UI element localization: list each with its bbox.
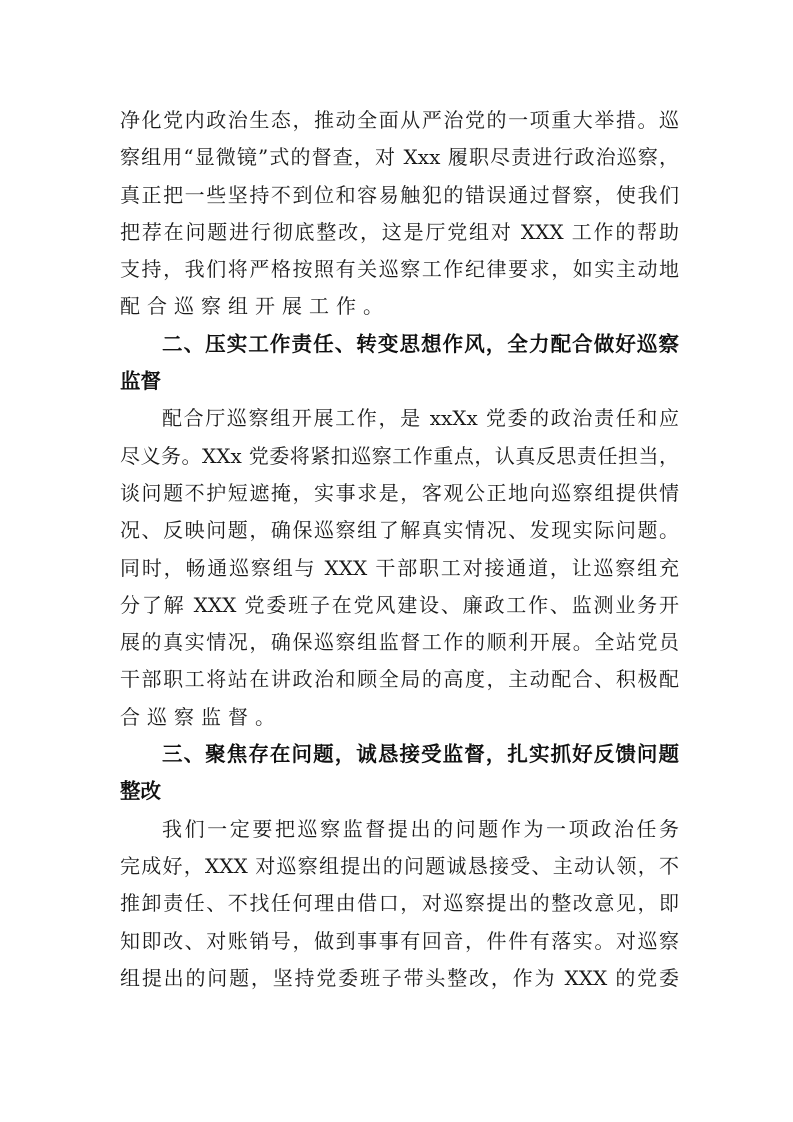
- text-line: 配合巡察组开展工作。: [120, 294, 390, 319]
- text-line: 干部职工将站在讲政治和顾全局的高度，主动配合、积极配: [120, 667, 679, 692]
- text-line: 组提出的问题，坚持党委班子带头整改，作为 XXX 的党委: [120, 965, 679, 990]
- text-line: 净化党内政治生态，推动全面从严治党的一项重大举措。巡: [120, 108, 679, 132]
- heading-line: 三、聚焦存在问题，诚恳接受监督，扎实抓好反馈问题: [162, 742, 679, 767]
- section-heading-3: [120, 736, 679, 811]
- text-line: 察组用“显微镜”式的督查，对 Xxx 履职尽责进行政治巡察，: [120, 145, 679, 170]
- paragraph-1: [120, 102, 679, 326]
- text-line: 谈问题不护短遮掩，实事求是，客观公正地向巡察组提供情: [120, 480, 679, 505]
- section-heading-2: [120, 326, 679, 401]
- document-page: [120, 102, 679, 997]
- text-line: 况、反映问题，确保巡察组了解真实情况、发现实际问题。: [120, 518, 679, 543]
- text-line: 展的真实情况，确保巡察组监督工作的顺利开展。全站党员: [120, 630, 679, 655]
- text-line: 配合厅巡察组开展工作，是 xxXx 党委的政治责任和应: [162, 406, 679, 431]
- text-line: 完成好，XXX 对巡察组提出的问题诚恳接受、主动认领，不: [120, 853, 679, 878]
- text-line: 支持，我们将严格按照有关巡察工作纪律要求，如实主动地: [120, 257, 679, 282]
- heading-line: 整改: [120, 779, 161, 804]
- paragraph-2: [120, 400, 679, 736]
- text-line: 推卸责任、不找任何理由借口，对巡察提出的整改意见，即: [120, 891, 679, 916]
- text-line: 同时，畅通巡察组与 XXX 干部职工对接通道，让巡察组充: [120, 555, 679, 580]
- text-line: 尽义务。XXx 党委将紧扣巡察工作重点，认真反思责任担当，: [120, 443, 679, 468]
- text-line: 我们一定要把巡察监督提出的问题作为一项政治任务: [162, 816, 679, 841]
- paragraph-3: [120, 811, 679, 997]
- text-line: 知即改、对账销号，做到事事有回音，件件有落实。对巡察: [120, 928, 679, 953]
- text-line: 合巡察监督。: [120, 704, 282, 729]
- text-line: 真正把一些坚持不到位和容易触犯的错误通过督察，使我们: [120, 182, 679, 207]
- text-line: 分了解 XXX 党委班子在党风建设、廉政工作、监测业务开: [120, 592, 679, 617]
- heading-line: 二、压实工作责任、转变思想作风，全力配合做好巡察: [162, 331, 679, 356]
- heading-line: 监督: [120, 369, 161, 394]
- text-line: 把荐在问题进行彻底整改，这是厅党组对 XXX 工作的帮助: [120, 219, 679, 244]
